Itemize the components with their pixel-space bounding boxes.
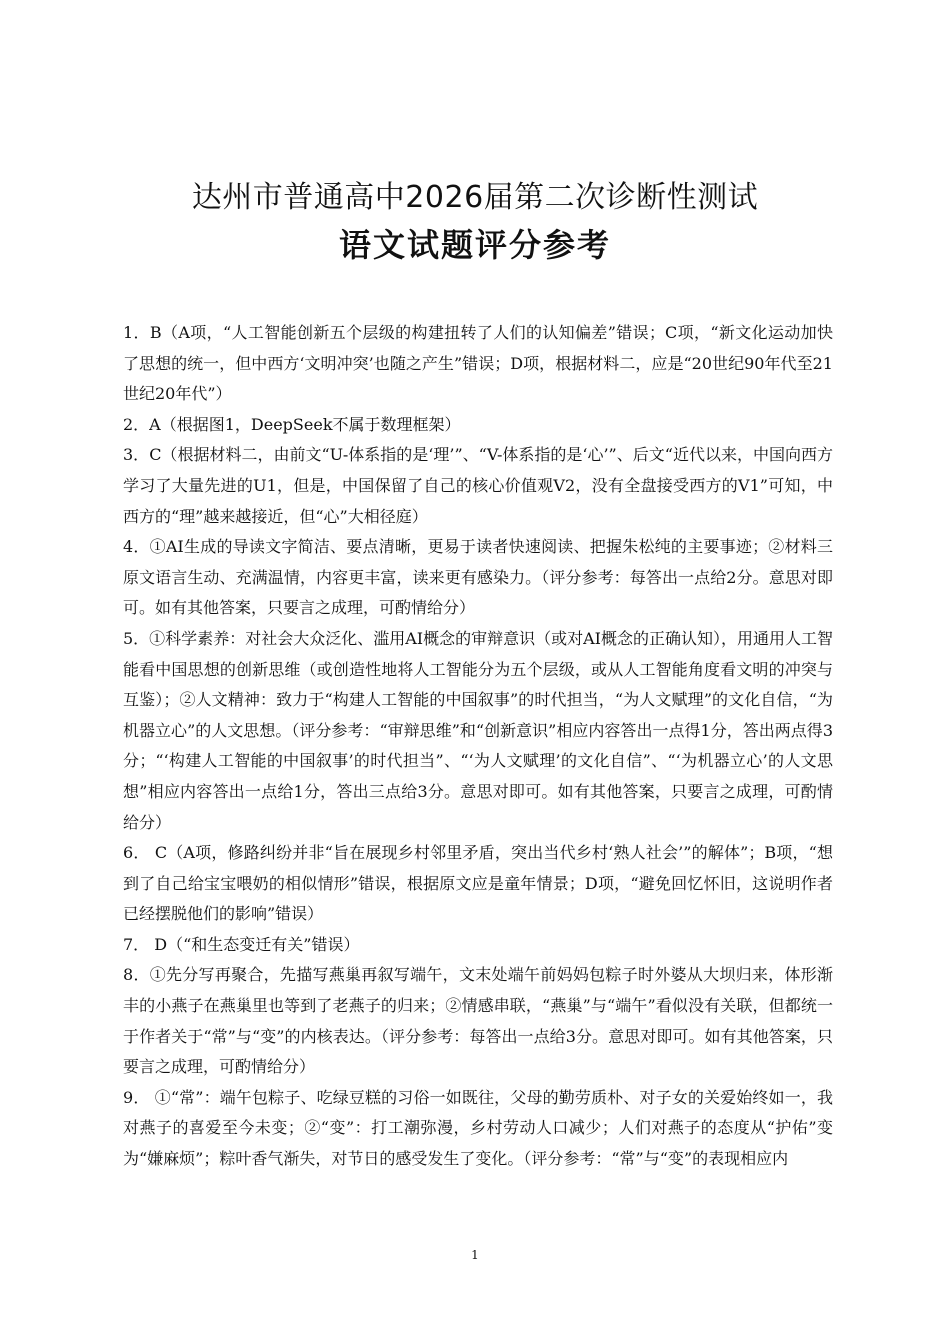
answer-item-6: 6． C（A项，修路纠纷并非“旨在展现乡村邻里矛盾，突出当代乡村‘熟人社会’”的解体”；B项，“想到了自己给宝宝喂奶的相似情形”错误，根据原文应是童年情景；D项，“避免回忆怀旧，这说明作者已经摆脱他们的影响”错误）	[123, 843, 833, 924]
answer-item-8: 8．①先分写再聚合，先描写燕巢再叙写端午，文末处端午前妈妈包粽子时外婆从大坝归来，体形渐丰的小燕子在燕巢里也等到了老燕子的归来；②情感串联，“燕巢”与“端午”看似没有关联，但都统一于作者关于“常”与“变”的内核表达。（评分参考：每答出一点给3分。意思对即可。如有其他答案，只要言之成理，可酌情给分）	[123, 965, 833, 1077]
answer-item-5: 5．①科学素养：对社会大众泛化、滥用AI概念的审辩意识（或对AI概念的正确认知），用通用人工智能看中国思想的创新思维（或创造性地将人工智能分为五个层级，或从人工智能角度看文明的冲突与互鉴）；②人文精神：致力于“构建人工智能的中国叙事”的时代担当，“为人文赋理”的文化自信，“为机器立心”的人文思想。（评分参考：“审辩思维”和“创新意识”相应内容答出一点得1分，答出两点得3分；“‘构建人工智能的中国叙事’的时代担当”、“‘为人文赋理’的文化自信”、“‘为机器立心’的人文思想”相应内容答出一点给1分，答出三点给3分。意思对即可。如有其他答案，只要言之成理，可酌情给分）	[123, 628, 833, 832]
answer-item-4: 4．①AI生成的导读文字简洁、要点清晰，更易于读者快速阅读、把握朱松纯的主要事迹；②材料三原文语言生动、充满温情，内容更丰富，读来更有感染力。（评分参考：每答出一点给2分。意思对即可。如有其他答案，只要言之成理，可酌情给分）	[123, 537, 833, 618]
answer-item-7: 7． D（“和生态变迁有关”错误）	[123, 934, 360, 954]
answer-item-1: 1．B（A项，“人工智能创新五个层级的构建扭转了人们的认知偏差”错误；C项，“新文化运动加快了思想的统一，但中西方‘文明冲突’也随之产生”错误；D项，根据材料二，应是“20世纪90年代至21世纪20年代”）	[123, 323, 833, 404]
document-subtitle: 语文试题评分参考	[338, 226, 611, 264]
answer-item-3: 3．C（根据材料二，由前文“U-体系指的是‘理’”、“V-体系指的是‘心’”、后文“近代以来，中国向西方学习了大量先进的U1，但是，中国保留了自己的核心价值观V2，没有全盘接受西方的V1”可知，中西方的“理”越来越接近，但“心”大相径庭）	[123, 445, 833, 526]
answer-item-2: 2．A（根据图1，DeepSeek不属于数理框架）	[123, 414, 461, 434]
page-number: 1	[471, 1248, 479, 1262]
answer-item-9: 9． ①“常”：端午包粽子、吃绿豆糕的习俗一如既往，父母的勤劳质朴、对子女的关爱始终如一，我对燕子的喜爱至今未变；②“变”：打工潮弥漫，乡村劳动人口减少；人们对燕子的态度从“护佑”变为“嫌麻烦”；粽叶香气渐失，对节日的感受发生了变化。（评分参考：“常”与“变”的表现相应内	[123, 1087, 833, 1169]
document-title: 达州市普通高中2026届第二次诊断性测试	[191, 180, 759, 215]
answer-list	[123, 318, 833, 1175]
